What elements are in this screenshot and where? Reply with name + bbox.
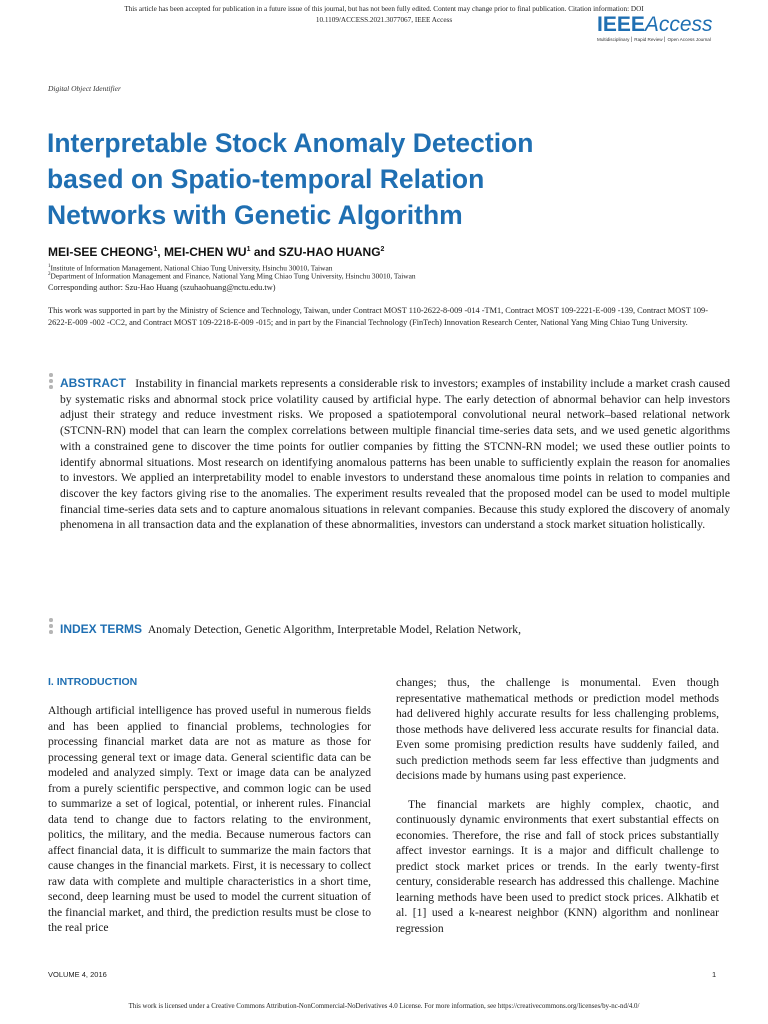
abstract-text: Instability in financial markets represents a considerable risk to investors; examples of instability include a market crash caused by systematic risks and abnormal stock price volatility caused by artificial hype. The early detection of abnormal behavior can help investors adjust their strategy and reduce investment risks. We proposed a spatiotemporal convolutional neural network–based relational network (STCNN-RN) model that can learn the complex correlations between multiple financial time-series data sets, and we used genetic algorithms with a constrained gene to discover the time points for outlier companies by fitting the STCNN-RN model; we used these outlier points to identify abnormal situations. Most research on identifying anomalous patterns has been unable to sufficiently explain the reason for anomalies to investors. We applied an interpretability model to enable investors to understand these anomalous time points in relation to companies and discover the key factors giving rise to the anomalies. The experiment results revealed that the proposed model can be used to model multiple financial time-series data sets and to capture anomalous situations in relevant companies. Because this study explored the discovery of anomaly phenomena in all transaction data and the explanation of these abnormalities, investors can understand a stock market situation holistically.: [60, 377, 730, 532]
affiliation-mark: 2: [48, 272, 51, 277]
index-terms-text: Anomaly Detection, Genetic Algorithm, Interpretable Model, Relation Network,: [147, 623, 521, 636]
index-terms-dots-icon: [49, 618, 53, 634]
doi-label: Digital Object Identifier: [48, 84, 121, 93]
title-line-3: Networks with Genetic Algorithm: [47, 200, 463, 230]
author-affiliation-mark: 1: [153, 246, 158, 253]
affiliation-text: Department of Information Management and Finance, National Yang Ming Chiao Tung University, Hsinchu 30010, Taiwan: [50, 271, 416, 281]
acceptance-notice-line1: This article has been accepted for publication in a future issue of this journal, but has not been fully edited. Content may change prior to final publication. Citation information: DOI: [124, 5, 644, 13]
affiliation-text: Institute of Information Management, National Chiao Tung University, Hsinchu 30010, Taiwan: [50, 263, 333, 273]
logo-tagline: Multidisciplinary ⎜ Rapid Review ⎜ Open Access Journal: [597, 37, 711, 42]
intro-paragraph: The financial markets are highly complex, chaotic, and continuously dynamic environments that exert substantial effects on economies. Therefore, the rise and fall of stock prices substantially affect investor earnings. It is a major and difficult challenge to predict stock market prices or trends. In the early twenty-first century, considerable research has addressed this challenge. Machine learning methods have been used to predict stock prices. Alkhatib et al. [1] used a k-nearest neighbor (KNN) algorithm and nonlinear regression: [396, 797, 719, 935]
left-column: [48, 703, 371, 936]
author-affiliation-mark: 1: [246, 246, 251, 253]
author-name: MEI-SEE CHEONG: [48, 245, 154, 259]
author-separator: ,: [157, 245, 164, 259]
intro-paragraph: changes; thus, the challenge is monumental. Even though representative mathematical methods or prediction model methods had delivered highly accurate results for less challenging problems, those methods have delivered less accurate results for financial data. Even some promising prediction results have suddenly failed, and such prediction methods seem far less effective than judgments and decisions made by humans using past experience.: [396, 676, 719, 782]
license-notice: This work is licensed under a Creative Commons Attribution-NonCommercial-NoDerivatives 4.0 License. For more information, see https://creativecommons.org/licenses/by-nc-nd/4.0/: [128, 1003, 640, 1010]
ieee-access-logo: [597, 14, 717, 50]
author-affiliation-mark: 2: [380, 246, 385, 253]
author-name: SZU-HAO HUANG: [278, 245, 381, 259]
author-separator: and: [250, 245, 279, 259]
affiliation-mark: 1: [48, 264, 51, 269]
abstract-dots-icon: [49, 373, 53, 389]
corresponding-author: Corresponding author: Szu-Hao Huang (szuhaohuang@nctu.edu.tw): [48, 283, 276, 292]
logo-access-text: Access: [644, 13, 713, 36]
logo-wordmark: [597, 14, 717, 36]
abstract-block: [60, 376, 730, 533]
page-number: 1: [712, 970, 717, 979]
abstract-label: ABSTRACT: [60, 376, 126, 390]
volume-label: VOLUME 4, 2016: [48, 970, 107, 979]
introduction-heading: I. INTRODUCTION: [48, 676, 138, 688]
funding-statement: This work was supported in part by the Ministry of Science and Technology, Taiwan, under Contract MOST 110-2622-8-009 -014 -TM1, Contract MOST 109-2221-E-009 -139, Contract MOST 109-2622-E-009 -002 -CC2, and Contract MOST 109-2218-E-009 -015; and in part by the Financial Technology (FinTech) Innovation Research Center, National Yang Ming Chiao Tung University.: [48, 306, 708, 327]
index-terms-label: INDEX TERMS: [60, 622, 143, 636]
right-column: [396, 675, 719, 936]
intro-paragraph: Although artificial intelligence has proved useful in numerous fields and has been applied to financial problems, technologies for processing financial market data are not as mature as those for processing general text or image data. General scientific data can be modeled and analyzed simply. Text or image data can be analyzed from a purely scientific perspective, and common logic can be used to summarize a set of logical, potential, or inherent rules. Financial data tend to change due to factors relating to the environment, politics, the military, and the media. Because numerous factors can affect financial data, it is difficult to summarize the main factors that cause changes in the financial markets. First, it is necessary to collect raw data with complete and multiple characteristics in a short time, second, deep learning must be used to model the current situation of the financial market, and third, the prediction results must be close to the real price: [48, 704, 371, 934]
logo-ieee-text: IEEE: [597, 13, 645, 36]
title-line-2: based on Spatio-temporal Relation: [47, 164, 485, 194]
author-list: [48, 245, 384, 259]
acceptance-notice-line2: 10.1109/ACCESS.2021.3077067, IEEE Access: [315, 16, 453, 24]
paper-title: [47, 125, 667, 233]
affiliation-2: [48, 270, 416, 280]
author-name: MEI-CHEN WU: [163, 245, 247, 259]
title-line-1: Interpretable Stock Anomaly Detection: [47, 128, 534, 158]
index-terms-block: [60, 622, 521, 637]
